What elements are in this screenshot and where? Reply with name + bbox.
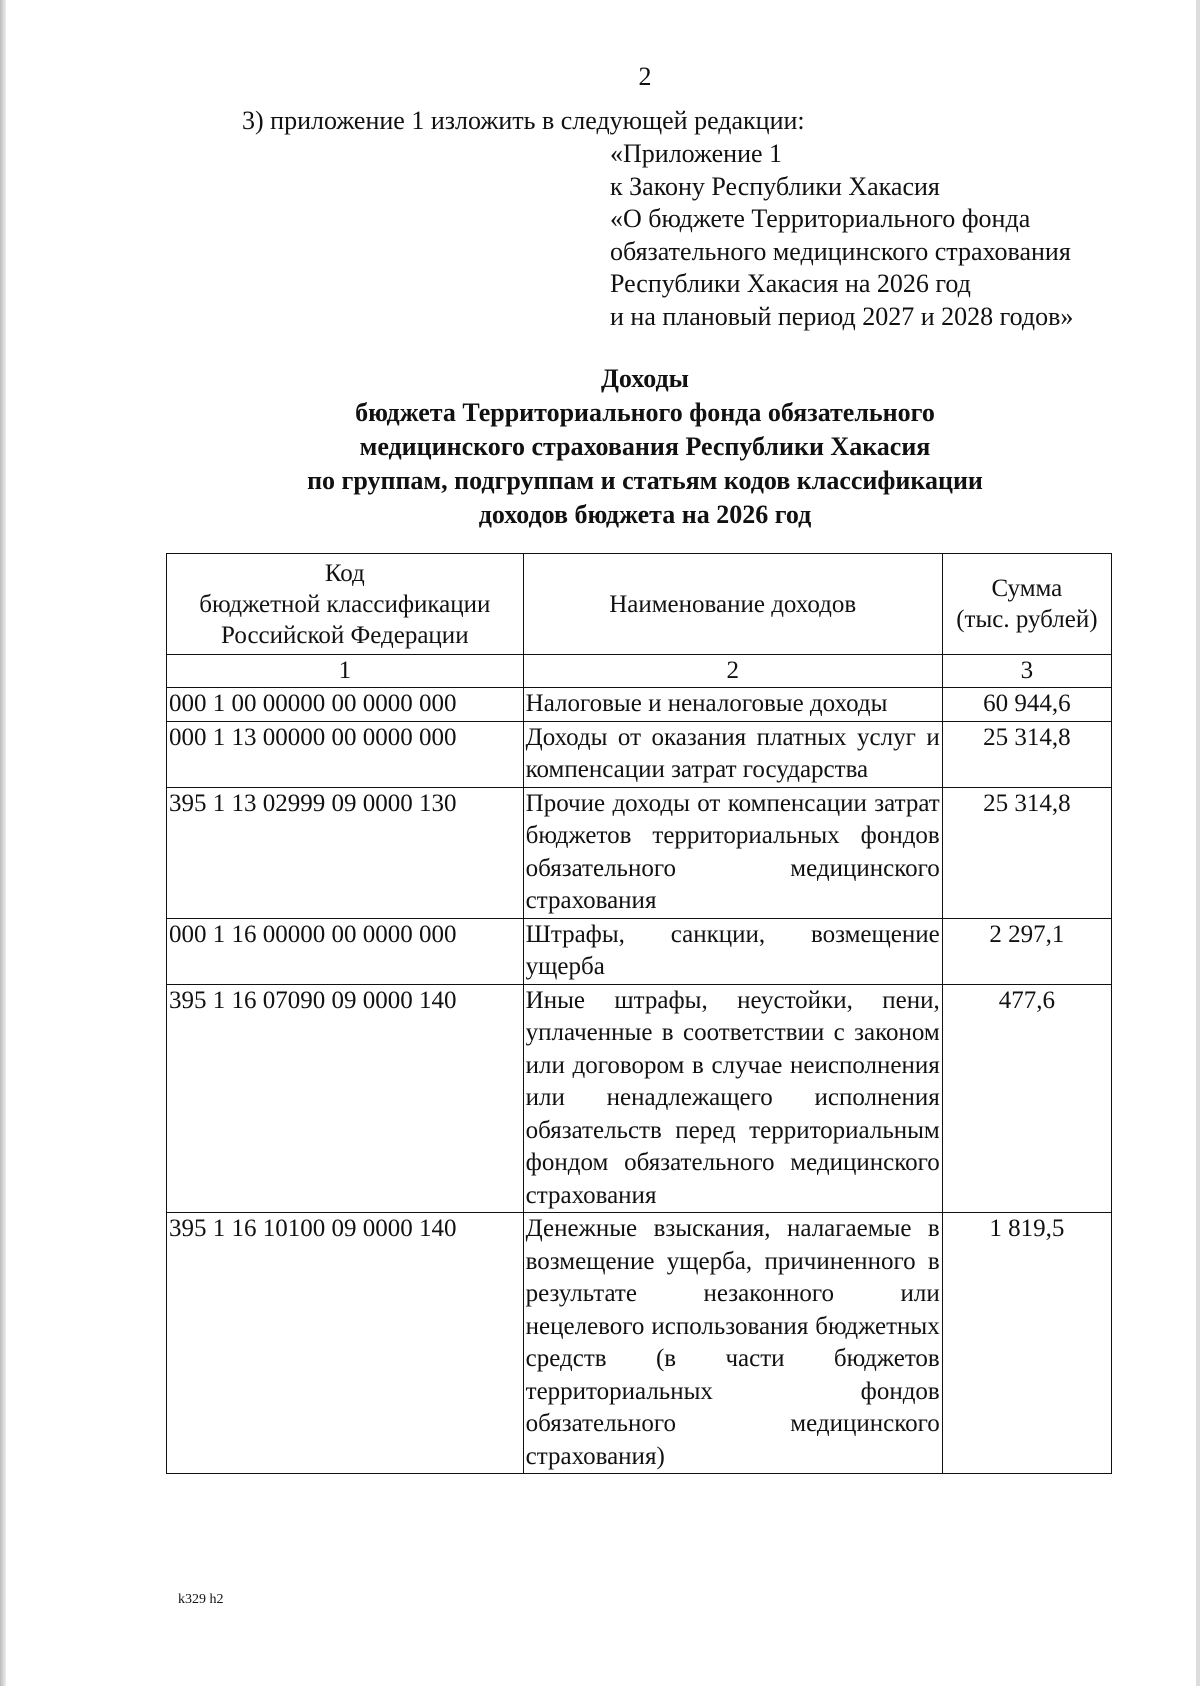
footer-code: k329 h2 [178,1592,224,1607]
scan-edge-right [1196,0,1200,1686]
appendix-line: и на плановый период 2027 и 2028 годов» [610,301,1074,331]
header-code-line: бюджетной классификации [199,590,491,618]
title-line: медицинского страхования Республики Хакасия [359,432,931,461]
row-code: 000 1 00 00000 00 0000 000 [167,688,524,722]
title-line: бюджета Территориального фонда обязательного [355,398,935,427]
row-name: Прочие доходы от компенсации затрат бюджетов территориальных фондов обязательного медицинского страхования [523,787,942,918]
column-number: 2 [523,655,942,688]
row-sum: 25 314,8 [942,787,1111,918]
row-name: Доходы от оказания платных услуг и компенсации затрат государства [523,721,942,787]
column-number: 3 [942,655,1111,688]
row-sum: 25 314,8 [942,721,1111,787]
title-line: доходов бюджета на 2026 год [478,500,812,529]
table-row [167,721,1112,787]
header-name: Наименование доходов [523,554,942,655]
row-sum: 60 944,6 [942,688,1111,722]
row-name: Денежные взыскания, налагаемые в возмещение ущерба, причиненного в результате незаконного или нецелевого использования бюджетных средств (в части бюджетов территориальных фондов обязательного медицинского страхования) [523,1213,942,1474]
row-code: 000 1 16 00000 00 0000 000 [167,918,524,984]
header-code-line: Российской Федерации [221,621,469,649]
header-code [167,554,524,655]
title-line: Доходы [601,364,689,393]
row-code: 395 1 16 07090 09 0000 140 [167,984,524,1213]
table-header-row [167,554,1112,655]
row-name: Штрафы, санкции, возмещение ущерба [523,918,942,984]
row-code: 000 1 13 00000 00 0000 000 [167,721,524,787]
row-sum: 1 819,5 [942,1213,1111,1474]
table-row [167,1213,1112,1474]
column-number: 1 [167,655,524,688]
appendix-line: «О бюджете Территориального фонда [610,204,1031,233]
header-code-line: Код [324,559,365,587]
row-name: Иные штрафы, неустойки, пени, уплаченные в соответствии с законом или договором в случае неисполнения или ненадлежащего исполнения обязательств перед территориальным фондом обязательного медицинского страхования [523,984,942,1213]
table-row [167,688,1112,722]
title-line: по группам, подгруппам и статьям кодов классификации [307,466,983,495]
row-sum: 2 297,1 [942,918,1111,984]
column-number-row [167,655,1112,688]
appendix-line: «Приложение 1 [610,139,783,168]
appendix-line: обязательного медицинского страхования [610,236,1071,266]
header-sum-line: Сумма [991,575,1063,602]
income-table [166,553,1112,1474]
row-name: Налоговые и неналоговые доходы [523,688,942,722]
document-title [0,362,1200,532]
header-sum [942,554,1111,655]
table-row [167,787,1112,918]
row-sum: 477,6 [942,984,1111,1213]
appendix-line: к Закону Республики Хакасия [610,171,940,201]
row-code: 395 1 16 10100 09 0000 140 [167,1213,524,1474]
appendix-line: Республики Хакасия на 2026 год [610,269,971,298]
table-row [167,984,1112,1213]
intro-text: 3) приложение 1 изложить в следующей редакции: [242,106,805,135]
table-row [167,918,1112,984]
header-sum-line: (тыс. рублей) [956,606,1098,633]
page-number: 2 [638,62,652,91]
appendix-reference [610,138,1073,333]
scan-edge-left [0,0,6,1686]
row-code: 395 1 13 02999 09 0000 130 [167,787,524,918]
